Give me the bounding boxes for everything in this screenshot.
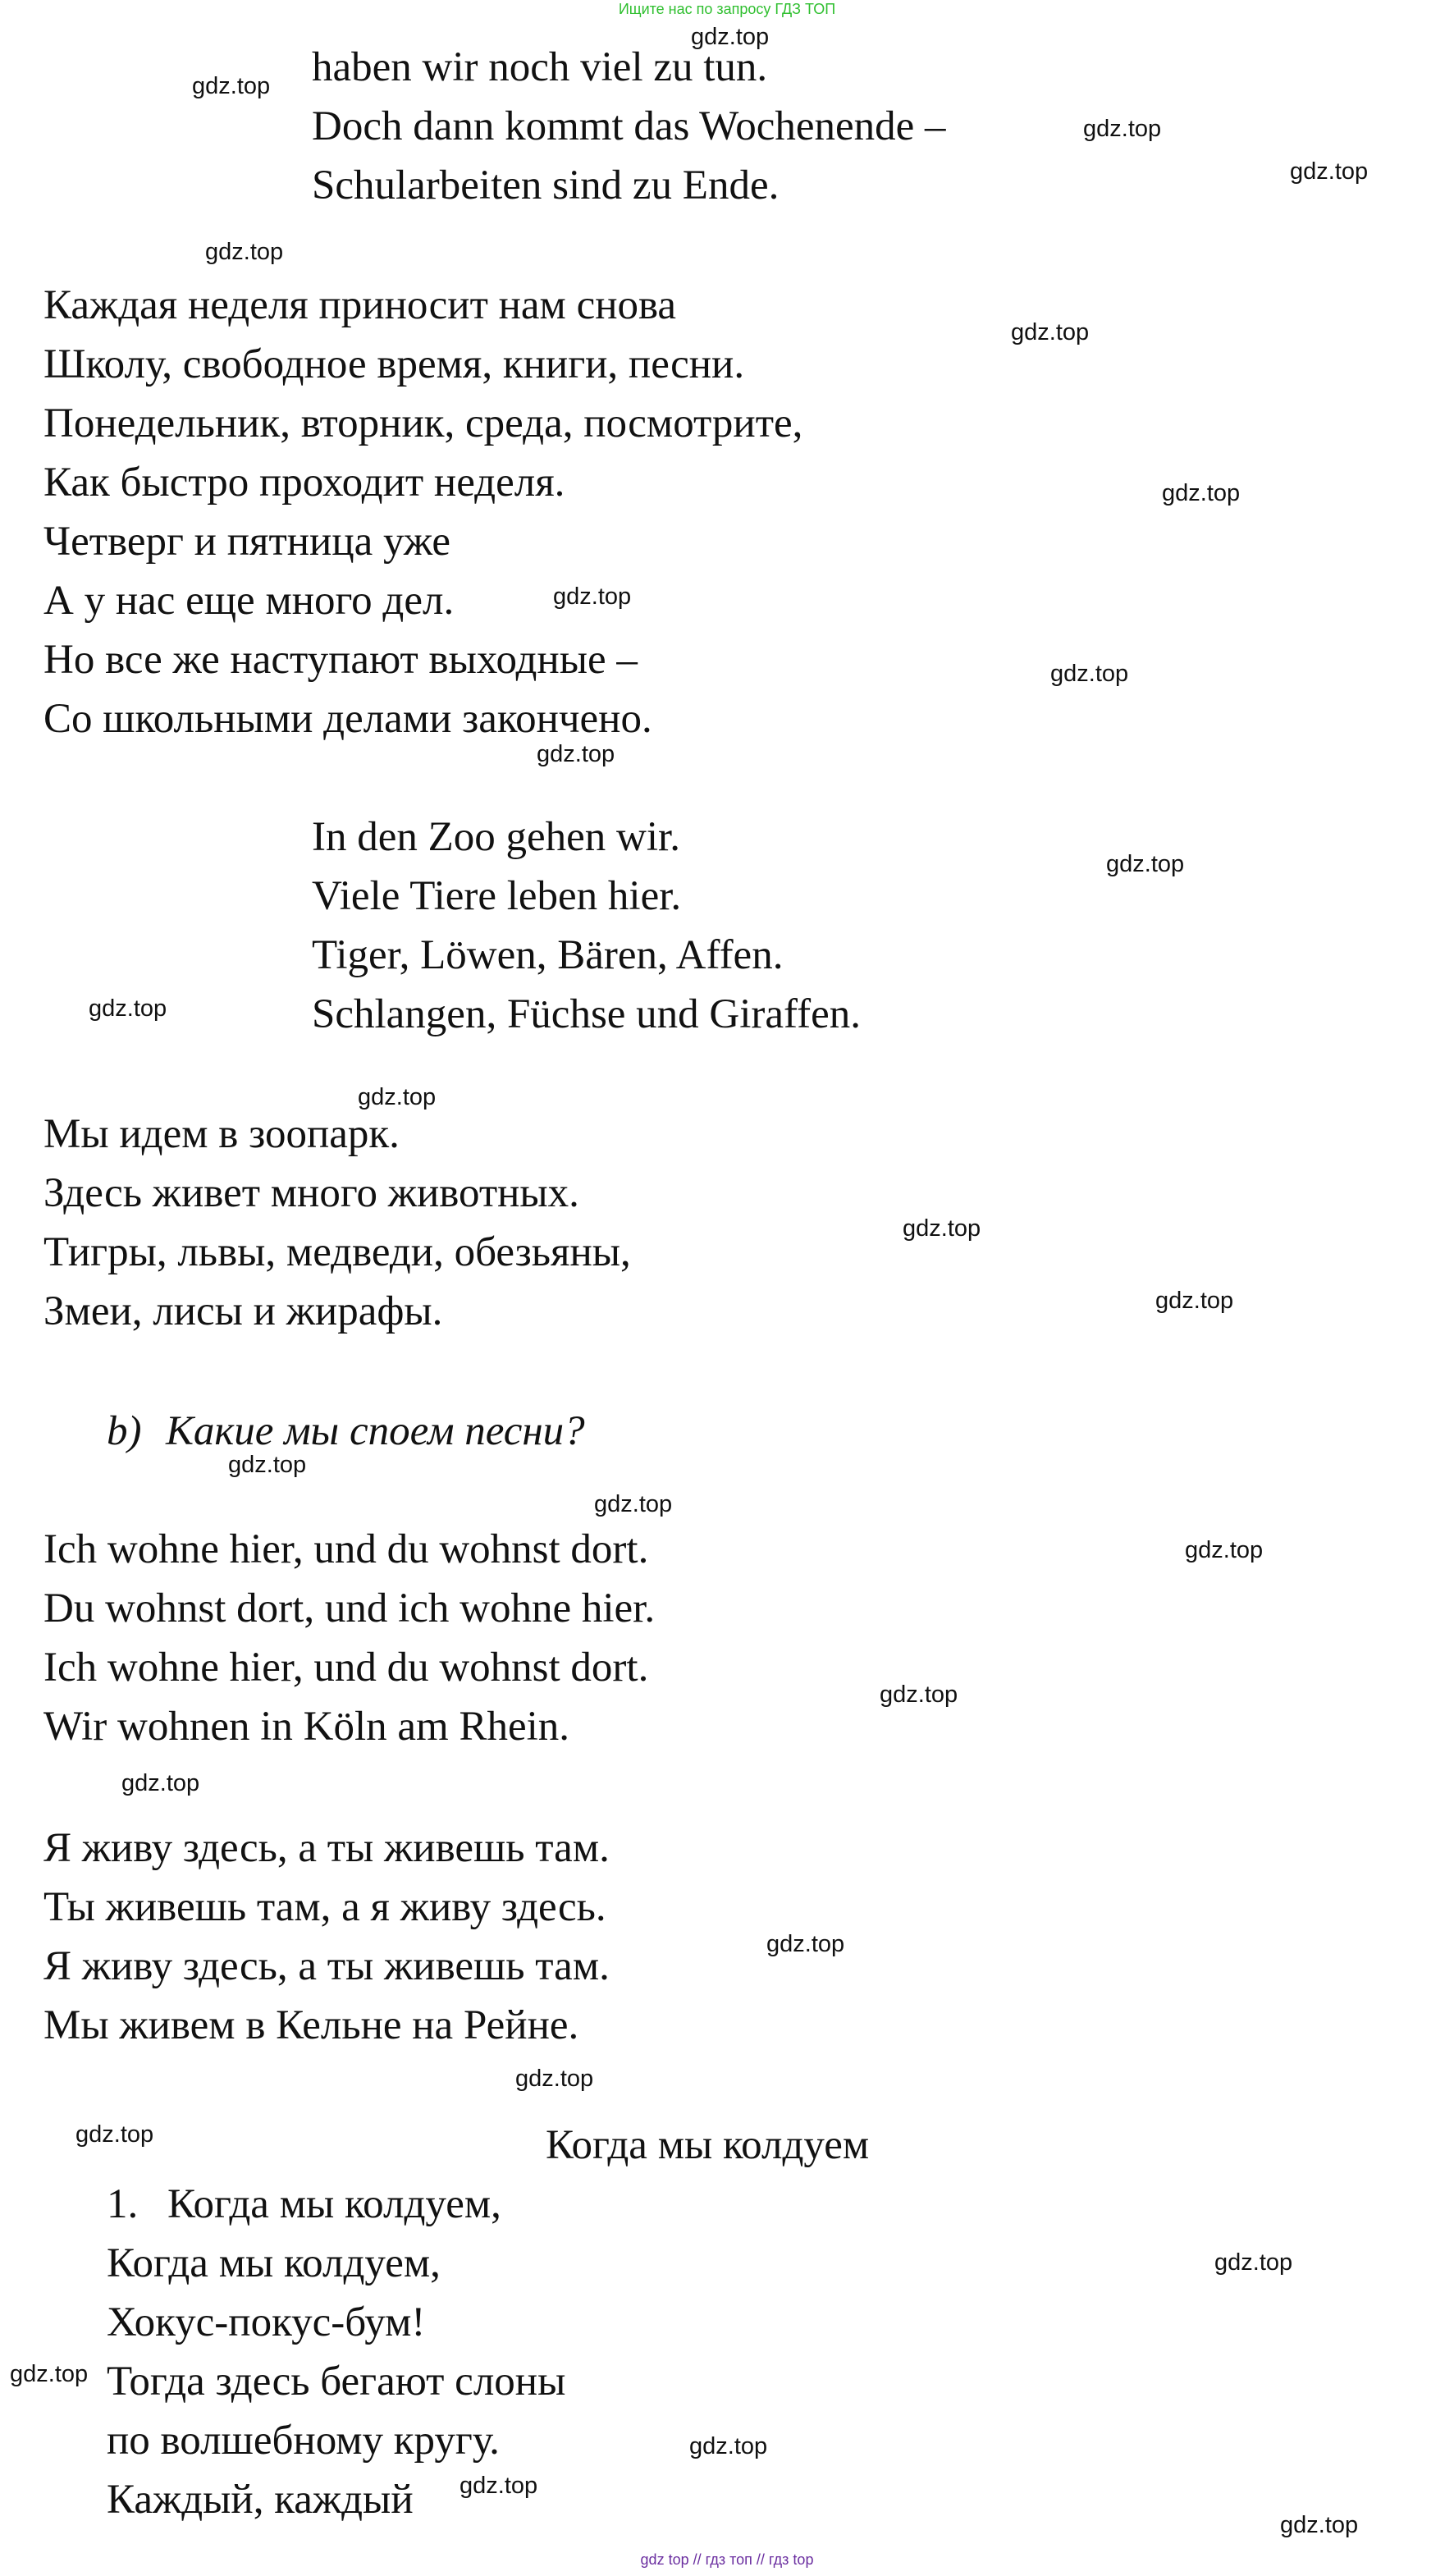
watermark: gdz.top [903, 1215, 981, 1242]
watermark: gdz.top [691, 24, 770, 50]
watermark: gdz.top [880, 1681, 958, 1708]
song-line: Хокус-покус-бум! [107, 2299, 426, 2345]
watermark: gdz.top [1162, 480, 1241, 506]
watermark: gdz.top [121, 1770, 200, 1796]
song-line: Wir wohnen in Köln am Rhein. [43, 1704, 570, 1750]
song-line: Мы живем в Кельне на Рейне. [43, 2002, 579, 2048]
watermark: gdz.top [553, 583, 632, 610]
watermark: gdz.top [1106, 851, 1185, 877]
song-line: по волшебному кругу. [107, 2418, 500, 2464]
section-title: Какие мы споем песни? [166, 1408, 585, 1454]
poem-line: Четверг и пятница уже [43, 519, 451, 565]
section-marker: b) [107, 1408, 142, 1454]
poem-line: Как быстро проходит неделя. [43, 460, 565, 506]
watermark: gdz.top [358, 1084, 437, 1110]
poem-line: Tiger, Löwen, Bären, Affen. [312, 932, 784, 978]
poem-line: Змеи, лисы и жирафы. [43, 1288, 443, 1334]
song-title: Когда мы колдуем [546, 2122, 870, 2168]
watermark: gdz.top [766, 1931, 845, 1957]
watermark: gdz.top [1050, 661, 1129, 687]
header-banner: Ищите нас по запросу ГДЗ ТОП [618, 1, 836, 17]
watermark: gdz.top [75, 2121, 154, 2148]
poem-line: Каждая неделя приносит нам снова [43, 282, 677, 328]
watermark: gdz.top [537, 741, 615, 767]
watermark: gdz.top [1083, 116, 1162, 142]
poem-line: Schlangen, Füchse und Giraffen. [312, 991, 861, 1037]
poem-line: Школу, свободное время, книги, песни. [43, 341, 745, 387]
poem-line: Viele Tiere leben hier. [312, 873, 682, 919]
poem-line: Doch dann kommt das Wochenende – [312, 103, 946, 149]
watermark: gdz.top [10, 2361, 89, 2387]
watermark: gdz.top [1214, 2249, 1293, 2276]
watermark: gdz.top [228, 1452, 307, 1478]
poem-line: А у нас еще много дел. [43, 578, 455, 624]
poem-line: Schularbeiten sind zu Ende. [312, 162, 780, 208]
watermark: gdz.top [1280, 2512, 1359, 2538]
footer-banner: gdz top // гдз топ // гдз top [640, 2551, 814, 2568]
verse-number: 1. [107, 2181, 139, 2227]
watermark: gdz.top [594, 1491, 673, 1517]
watermark: gdz.top [205, 239, 284, 265]
poem-line: Но все же наступают выходные – [43, 637, 638, 683]
poem-line: Тигры, львы, медведи, обезьяны, [43, 1229, 631, 1275]
song-line: Я живу здесь, а ты живешь там. [43, 1825, 610, 1871]
watermark: gdz.top [1155, 1288, 1234, 1314]
poem-line: haben wir noch viel zu tun. [312, 44, 768, 90]
poem-line: Здесь живет много животных. [43, 1170, 579, 1216]
poem-line: Понедельник, вторник, среда, посмотрите, [43, 400, 803, 446]
song-line: Ich wohne hier, und du wohnst dort. [43, 1645, 649, 1691]
watermark: gdz.top [1011, 319, 1090, 345]
song-line: Ich wohne hier, und du wohnst dort. [43, 1526, 649, 1572]
watermark: gdz.top [689, 2433, 768, 2459]
watermark: gdz.top [192, 73, 271, 99]
song-line: Когда мы колдуем, [167, 2181, 501, 2227]
song-line: Я живу здесь, а ты живешь там. [43, 1943, 610, 1989]
poem-line: Мы идем в зоопарк. [43, 1111, 400, 1157]
watermark: gdz.top [515, 2066, 594, 2092]
song-line: Ты живешь там, а я живу здесь. [43, 1884, 606, 1930]
song-line: Du wohnst dort, und ich wohne hier. [43, 1585, 656, 1631]
watermark: gdz.top [1290, 158, 1369, 185]
song-line: Каждый, каждый [107, 2477, 414, 2523]
song-line: Когда мы колдуем, [107, 2240, 441, 2286]
watermark: gdz.top [460, 2473, 538, 2499]
poem-line: Со школьными делами закончено. [43, 696, 652, 742]
watermark: gdz.top [1185, 1537, 1264, 1563]
poem-line: In den Zoo gehen wir. [312, 814, 680, 860]
watermark: gdz.top [89, 995, 167, 1022]
song-line: Тогда здесь бегают слоны [107, 2359, 566, 2404]
